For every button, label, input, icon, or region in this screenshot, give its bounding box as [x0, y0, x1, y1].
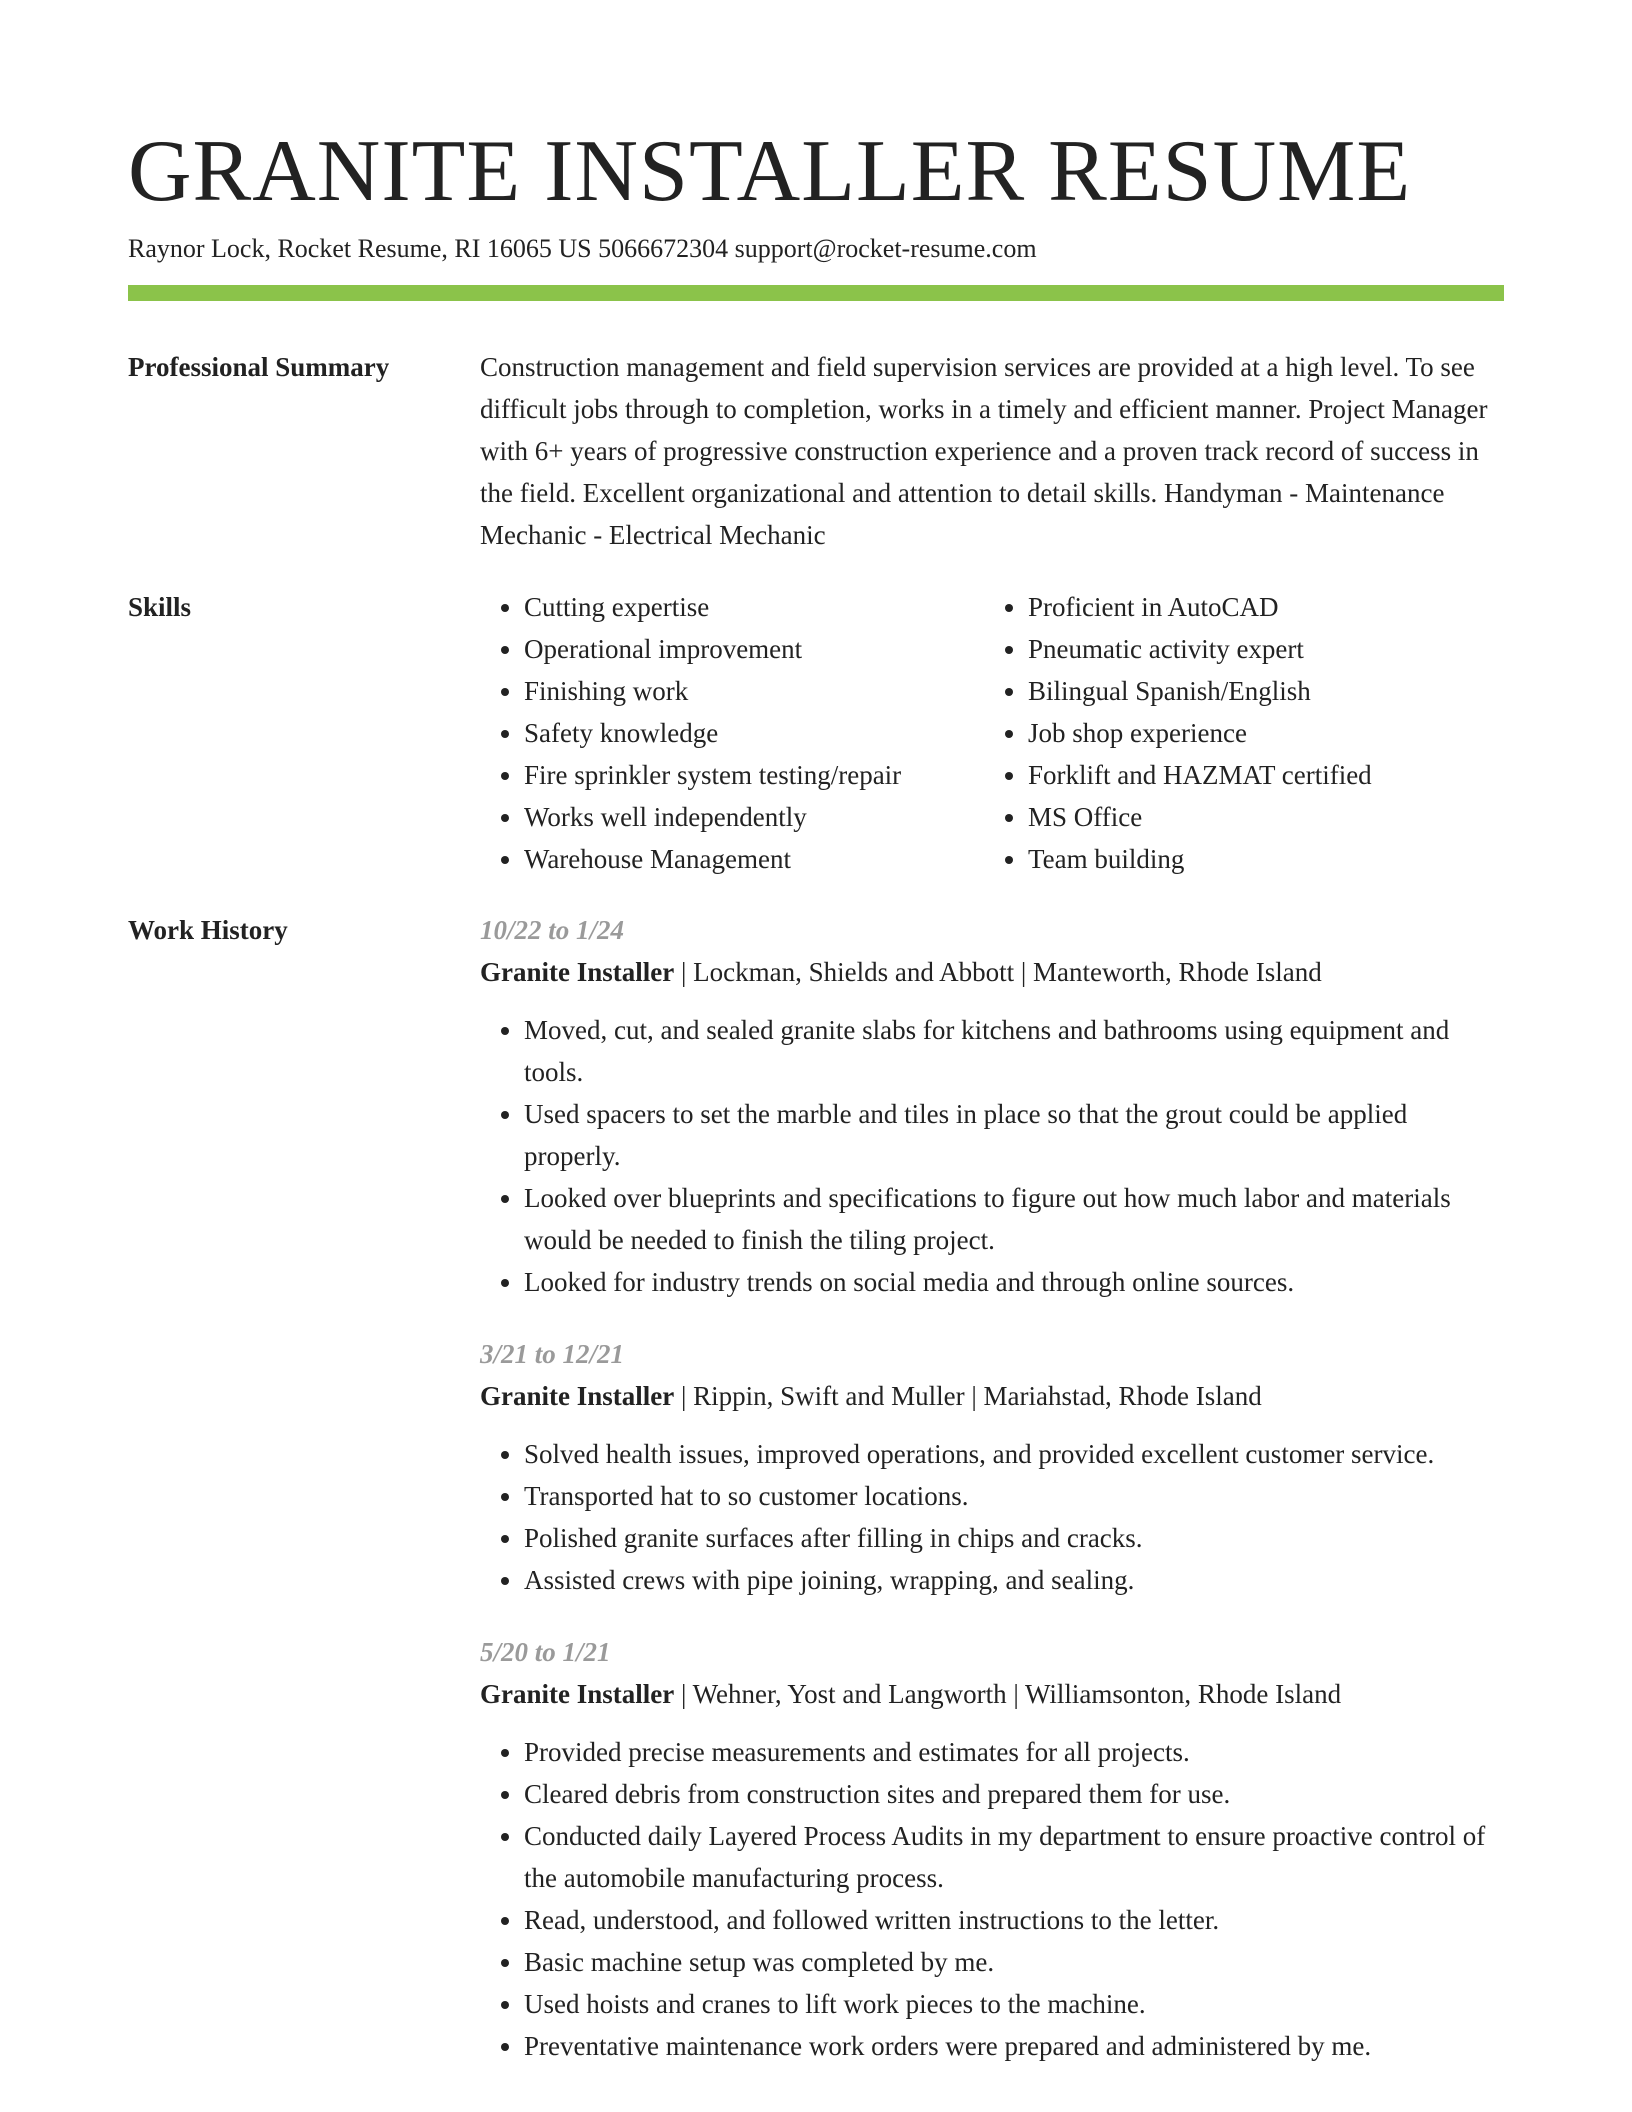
jobs-list: [480, 909, 1504, 2097]
job-bullet: • Cleared debris from construction sites and prepared them for use.: [524, 1773, 1504, 1815]
skill-item: • Operational improvement: [524, 628, 984, 670]
job-bullet: • Basic machine setup was completed by me.: [524, 1941, 1504, 1983]
job-dates: 10/22 to 1/24: [480, 915, 625, 945]
summary-text: Construction management and field supervision services are provided at a high level. To see difficult jobs through to completion, works in a timely and efficient manner. Project Manager with 6+ years of progressive construction experience and a proven track record of success in the field. Excellent organizational and attention to detail skills. Handyman - Maintenance Mechanic - Electrical Mechanic: [480, 352, 1488, 550]
skill-item: • Team building: [1028, 838, 1448, 880]
skill-item: • Job shop experience: [1028, 712, 1448, 754]
job-details: | Wehner, Yost and Langworth | Williamsonton, Rhode Island: [674, 1679, 1342, 1709]
job-dates: 5/20 to 1/21: [480, 1637, 611, 1667]
skill-item: • Warehouse Management: [524, 838, 984, 880]
contact-country: US: [558, 234, 592, 263]
job-heading: [480, 1375, 1504, 1417]
skill-item: • Pneumatic activity expert: [1028, 628, 1448, 670]
job-bullet: • Solved health issues, improved operations, and provided excellent customer service.: [524, 1433, 1504, 1475]
contact-company: Rocket Resume,: [277, 234, 448, 263]
skill-item: • Fire sprinkler system testing/repair: [524, 754, 984, 796]
job-bullets: [480, 1731, 1504, 2067]
job-bullet: • Polished granite surfaces after filling in chips and cracks.: [524, 1517, 1504, 1559]
skills-list-left: [480, 586, 984, 880]
header-divider: [128, 285, 1504, 301]
contact-name: Raynor Lock,: [128, 234, 271, 263]
job-bullet: • Conducted daily Layered Process Audits in my department to ensure proactive control of the automobile manufacturing process.: [524, 1815, 1504, 1899]
job-bullets: [480, 1433, 1504, 1601]
job-entry: [480, 1631, 1504, 2067]
contact-email[interactable]: support@rocket-resume.com: [734, 234, 1037, 263]
job-bullet: • Looked for industry trends on social media and through online sources.: [524, 1261, 1504, 1303]
skills-list-right: [984, 586, 1448, 880]
job-dates: 3/21 to 12/21: [480, 1339, 625, 1369]
job-entry: [480, 1333, 1504, 1601]
job-heading: [480, 951, 1504, 993]
job-bullet: • Moved, cut, and sealed granite slabs for kitchens and bathrooms using equipment and tools.: [524, 1009, 1504, 1093]
skill-item: • Finishing work: [524, 670, 984, 712]
job-bullet: • Read, understood, and followed written instructions to the letter.: [524, 1899, 1504, 1941]
skill-item: • Safety knowledge: [524, 712, 984, 754]
job-details: | Rippin, Swift and Muller | Mariahstad, Rhode Island: [674, 1381, 1262, 1411]
skills-columns: [480, 586, 1504, 880]
skill-item: • MS Office: [1028, 796, 1448, 838]
summary-label: Professional Summary: [128, 352, 390, 382]
job-bullet: • Assisted crews with pipe joining, wrapping, and sealing.: [524, 1559, 1504, 1601]
skill-item: • Bilingual Spanish/English: [1028, 670, 1448, 712]
skill-item: • Proficient in AutoCAD: [1028, 586, 1448, 628]
contact-line: [128, 232, 1037, 266]
job-entry: [480, 909, 1504, 1303]
job-title: Granite Installer: [480, 1381, 675, 1411]
skill-item: • Cutting expertise: [524, 586, 984, 628]
job-bullets: [480, 1009, 1504, 1303]
job-bullet: • Used hoists and cranes to lift work pieces to the machine.: [524, 1983, 1504, 2025]
work-history-label: Work History: [128, 915, 288, 945]
resume-title: GRANITE INSTALLER RESUME: [128, 123, 1412, 220]
job-details: | Lockman, Shields and Abbott | Manteworth, Rhode Island: [674, 957, 1322, 987]
job-title: Granite Installer: [480, 957, 675, 987]
contact-phone: 5066672304: [598, 234, 729, 263]
skill-item: • Forklift and HAZMAT certified: [1028, 754, 1448, 796]
job-bullet: • Provided precise measurements and estimates for all projects.: [524, 1731, 1504, 1773]
job-bullet: • Looked over blueprints and specifications to figure out how much labor and materials would be needed to finish the tiling project.: [524, 1177, 1504, 1261]
skill-item: • Works well independently: [524, 796, 984, 838]
job-bullet: • Transported hat to so customer locations.: [524, 1475, 1504, 1517]
job-heading: [480, 1673, 1504, 1715]
job-bullet: • Preventative maintenance work orders were prepared and administered by me.: [524, 2025, 1504, 2067]
skills-label: Skills: [128, 592, 192, 622]
job-bullet: • Used spacers to set the marble and tiles in place so that the grout could be applied properly.: [524, 1093, 1504, 1177]
job-title: Granite Installer: [480, 1679, 675, 1709]
contact-state-zip: RI 16065: [454, 234, 552, 263]
